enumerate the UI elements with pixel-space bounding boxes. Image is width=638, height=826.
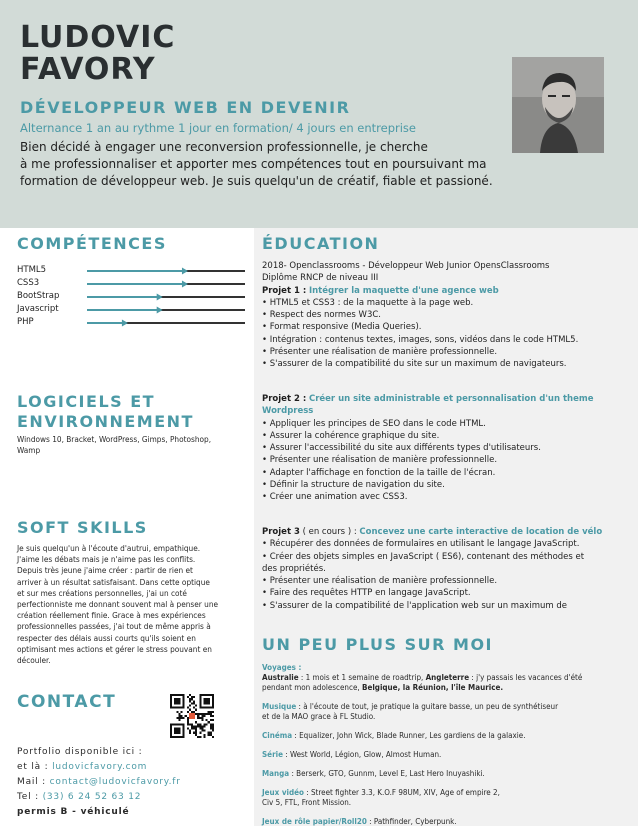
tel-link[interactable]: (33) 6 24 52 63 12	[42, 792, 142, 802]
voyages-line	[262, 683, 628, 693]
project-2-bullets	[262, 418, 628, 504]
voyage-country: Angleterre	[425, 673, 470, 682]
bullet-item: • Appliquer les principes de SEO dans le code HTML.	[262, 418, 486, 429]
project-label: Projet 1 :	[262, 285, 307, 296]
candidate-name	[20, 22, 175, 86]
cinema-line	[262, 731, 628, 741]
bullet-item: optimisant mes actions et gérer le stress pouvant en	[17, 643, 212, 654]
voyages-line	[262, 673, 628, 683]
permis-line: permis B - véhiculé	[17, 807, 130, 817]
jdr-text: : Pathfinder, Cyberpunk.	[366, 817, 457, 826]
header-band	[0, 0, 638, 228]
tel-line	[17, 790, 181, 805]
musique-line	[262, 702, 628, 712]
skill-label: PHP	[17, 317, 34, 327]
manga-text: : Berserk, GTO, Gunnm, Level E, Last Hero Inuyashiki.	[289, 769, 485, 778]
bullet-item: professionnelles passées, j'ai tout de même appris à	[17, 621, 211, 632]
bullet-item: • Créer une animation avec CSS3.	[262, 492, 408, 503]
bullet-item: • Faire des requêtes HTTP en langage JavaScript.	[262, 588, 471, 599]
softskills-text	[17, 543, 243, 666]
jeux-label: Jeux vidéo	[262, 788, 304, 797]
bullet-item: Je suis quelqu'un à l'écoute d'autrui, empathique.	[17, 543, 201, 553]
project-3-heading	[262, 526, 628, 538]
bullet-item: • Format responsive (Media Queries).	[262, 322, 422, 333]
bullet-item: • Présenter une réalisation de manière professionnelle.	[262, 455, 498, 466]
jeux-line	[262, 788, 628, 798]
jdr-line	[262, 817, 628, 826]
cinema-label: Cinéma	[262, 731, 293, 740]
skill-level-marker	[122, 320, 128, 327]
musique-text: : à l'écoute de tout, je pratique la guitare basse, un peu de synthétiseur	[296, 702, 559, 711]
qr-code-icon[interactable]	[170, 694, 214, 738]
musique-label: Musique	[262, 702, 297, 711]
skill-label: CSS3	[17, 278, 40, 288]
skill-row	[17, 290, 247, 303]
manga-label: Manga	[262, 769, 290, 778]
project-name: Concevez une carte interactive de location de vélo	[359, 527, 603, 537]
bullet-item: perfectionniste me donnant souvent mal à penser une	[17, 599, 219, 610]
skills-list	[17, 264, 247, 329]
voyage-text: : j'y passais les vacances d'été	[469, 673, 583, 682]
skill-bar	[17, 316, 247, 329]
skill-label: BootStrap	[17, 291, 60, 301]
skills-title: COMPÉTENCES	[17, 234, 167, 253]
software-line: Wamp	[17, 445, 41, 456]
bullet-item: découler.	[17, 655, 51, 666]
education-title: ÉDUCATION	[262, 234, 380, 253]
bullet-item: arriver à un résultat satisfaisant. Dans cette optique	[17, 576, 210, 587]
profile-photo	[512, 57, 604, 153]
contact-info	[17, 745, 181, 820]
voyage-country: Belgique, la Réunion, l'île Maurice.	[361, 683, 504, 692]
voyage-country: Australie	[262, 673, 299, 682]
project-status: ( en cours ) :	[302, 527, 357, 537]
software-title-line: LOGICIELS ET	[17, 392, 156, 411]
manga-line	[262, 769, 628, 779]
skill-row	[17, 316, 247, 329]
jdr-label: Jeux de rôle papier/Roll20	[262, 817, 367, 826]
cinema-text: : Equalizer, John Wick, Blade Runner, Les gardiens de la galaxie.	[292, 731, 526, 740]
bullet-item: • Créer des objets simples en JavaScript ( ES6), contenant des méthodes et	[262, 551, 585, 562]
project-3-bullets	[262, 538, 628, 612]
software-text	[17, 434, 243, 456]
project-name: Intégrer la maquette d'une agence web	[308, 285, 499, 296]
portfolio-label: Portfolio disponible ici :	[17, 747, 143, 757]
project-1-bullets	[262, 297, 628, 371]
skill-row	[17, 277, 247, 290]
project-2-block	[262, 393, 628, 504]
jeux-text: Civ 5, FTL, Front Mission.	[262, 798, 352, 807]
mail-link[interactable]: contact@ludovicfavory.fr	[49, 777, 181, 787]
musique-text: et de la MAO grace à FL Studio.	[262, 712, 376, 721]
tel-label: Tel :	[17, 792, 39, 802]
bullet-item: respecter des délais aussi courts qu'ils soient en	[17, 632, 196, 643]
project-name-continued: Wordpress	[262, 406, 314, 417]
education-line: Diplôme RNCP de niveau III	[262, 273, 379, 284]
software-line: Windows 10, Bracket, WordPress, Gimps, Photoshop,	[17, 434, 212, 444]
intro-line: Bien décidé à engager une reconversion professionnelle, je cherche	[20, 140, 428, 154]
job-title: DÉVELOPPEUR WEB EN DEVENIR	[20, 98, 351, 117]
bullet-item: • Assurer l'accessibilité du site aux différents types d'utilisateurs.	[262, 443, 541, 454]
skill-level-marker	[157, 294, 163, 301]
skill-bar	[17, 290, 247, 303]
bullet-item: et sur mes créations personnelles, j'ai un coté	[17, 587, 187, 598]
bullet-item: • Récupérer des données de formulaires en utilisant le langage JavaScript.	[262, 539, 580, 550]
site-link[interactable]: ludovicfavory.com	[52, 762, 148, 772]
bullet-item: des propriétés.	[262, 563, 326, 574]
education-line: 2018- Openclassrooms - Développeur Web Junior OpensClassrooms	[262, 261, 550, 271]
project-name: Créer un site administrable et personnalisation d'un theme	[308, 394, 594, 404]
serie-text: : West World, Légion, Glow, Almost Human.	[282, 750, 442, 759]
bullet-item: • Définir la structure de navigation du site.	[262, 480, 445, 491]
skill-label: HTML5	[17, 265, 47, 275]
bullet-item: • HTML5 et CSS3 : de la maquette à la page web.	[262, 297, 474, 308]
bullet-item: Depuis très jeune j'aime créer : partir de rien et	[17, 565, 193, 576]
skill-bar	[17, 264, 247, 277]
project-label: Projet 2 :	[262, 394, 307, 404]
serie-label: Série	[262, 750, 283, 759]
bullet-item: création réellement finie. Grace à mes expériences	[17, 610, 206, 621]
bullet-item: • Présenter une réalisation de manière professionnelle.	[262, 347, 498, 358]
last-name: FAVORY	[20, 52, 156, 87]
bullet-item: • Adapter l'affichage en fonction de la taille de l'écran.	[262, 467, 496, 478]
skill-label: Javascript	[17, 304, 59, 314]
bullet-item: • Intégration : contenus textes, images, sons, vidéos dans le code HTML5.	[262, 334, 579, 345]
bullet-item: • Présenter une réalisation de manière professionnelle.	[262, 576, 498, 587]
education-block	[262, 260, 628, 371]
project-label: Projet 3	[262, 527, 300, 537]
softskills-title: SOFT SKILLS	[17, 518, 148, 537]
mail-line	[17, 775, 181, 790]
first-name: LUDOVIC	[20, 20, 176, 55]
skill-level-marker	[157, 307, 163, 314]
contact-title: CONTACT	[17, 692, 117, 712]
jeux-text: : Street fighter 3.3, K.O.F 98UM, XIV, Age of empire 2,	[303, 788, 500, 797]
software-title	[17, 392, 194, 432]
job-subtitle: Alternance 1 an au rythme 1 jour en formation/ 4 jours en entreprise	[20, 121, 416, 135]
bullet-item: • S'assurer de la compatibilité de l'application web sur un maximum de	[262, 600, 567, 611]
voyage-text: pendant mon adolescence,	[262, 683, 362, 692]
skill-level-marker	[182, 268, 188, 275]
more-title: UN PEU PLUS SUR MOI	[262, 635, 493, 654]
bullet-item: • Assurer la cohérence graphique du site.	[262, 430, 440, 441]
serie-line	[262, 750, 628, 760]
more-block	[262, 663, 628, 826]
mail-label: Mail :	[17, 777, 46, 787]
project-3-block	[262, 526, 628, 612]
skill-row	[17, 303, 247, 316]
voyage-text: : 1 mois et 1 semaine de roadtrip,	[298, 673, 426, 682]
intro-line: à me professionnaliser et apporter mes compétences tout en poursuivant ma	[20, 157, 487, 171]
software-title-line: ENVIRONNEMENT	[17, 412, 194, 431]
bullet-item: • Respect des normes W3C.	[262, 310, 382, 321]
skill-level-marker	[182, 281, 188, 288]
site-line	[17, 760, 181, 775]
project-1-heading	[262, 285, 628, 297]
intro-text	[20, 139, 520, 190]
bullet-item: • S'assurer de la compatibilité du site sur un maximum de navigateurs.	[262, 359, 567, 370]
intro-line: formation de développeur web. Je suis quelqu'un de créatif, fiable et passioné.	[20, 174, 493, 188]
bullet-item: J'aime les débats mais je n'aime pas les conflits.	[17, 554, 196, 565]
skill-bar	[17, 303, 247, 316]
voyages-label: Voyages :	[262, 663, 302, 672]
project-2-heading	[262, 393, 628, 405]
skill-row	[17, 264, 247, 277]
skill-bar	[17, 277, 247, 290]
site-prefix: et là :	[17, 762, 49, 772]
